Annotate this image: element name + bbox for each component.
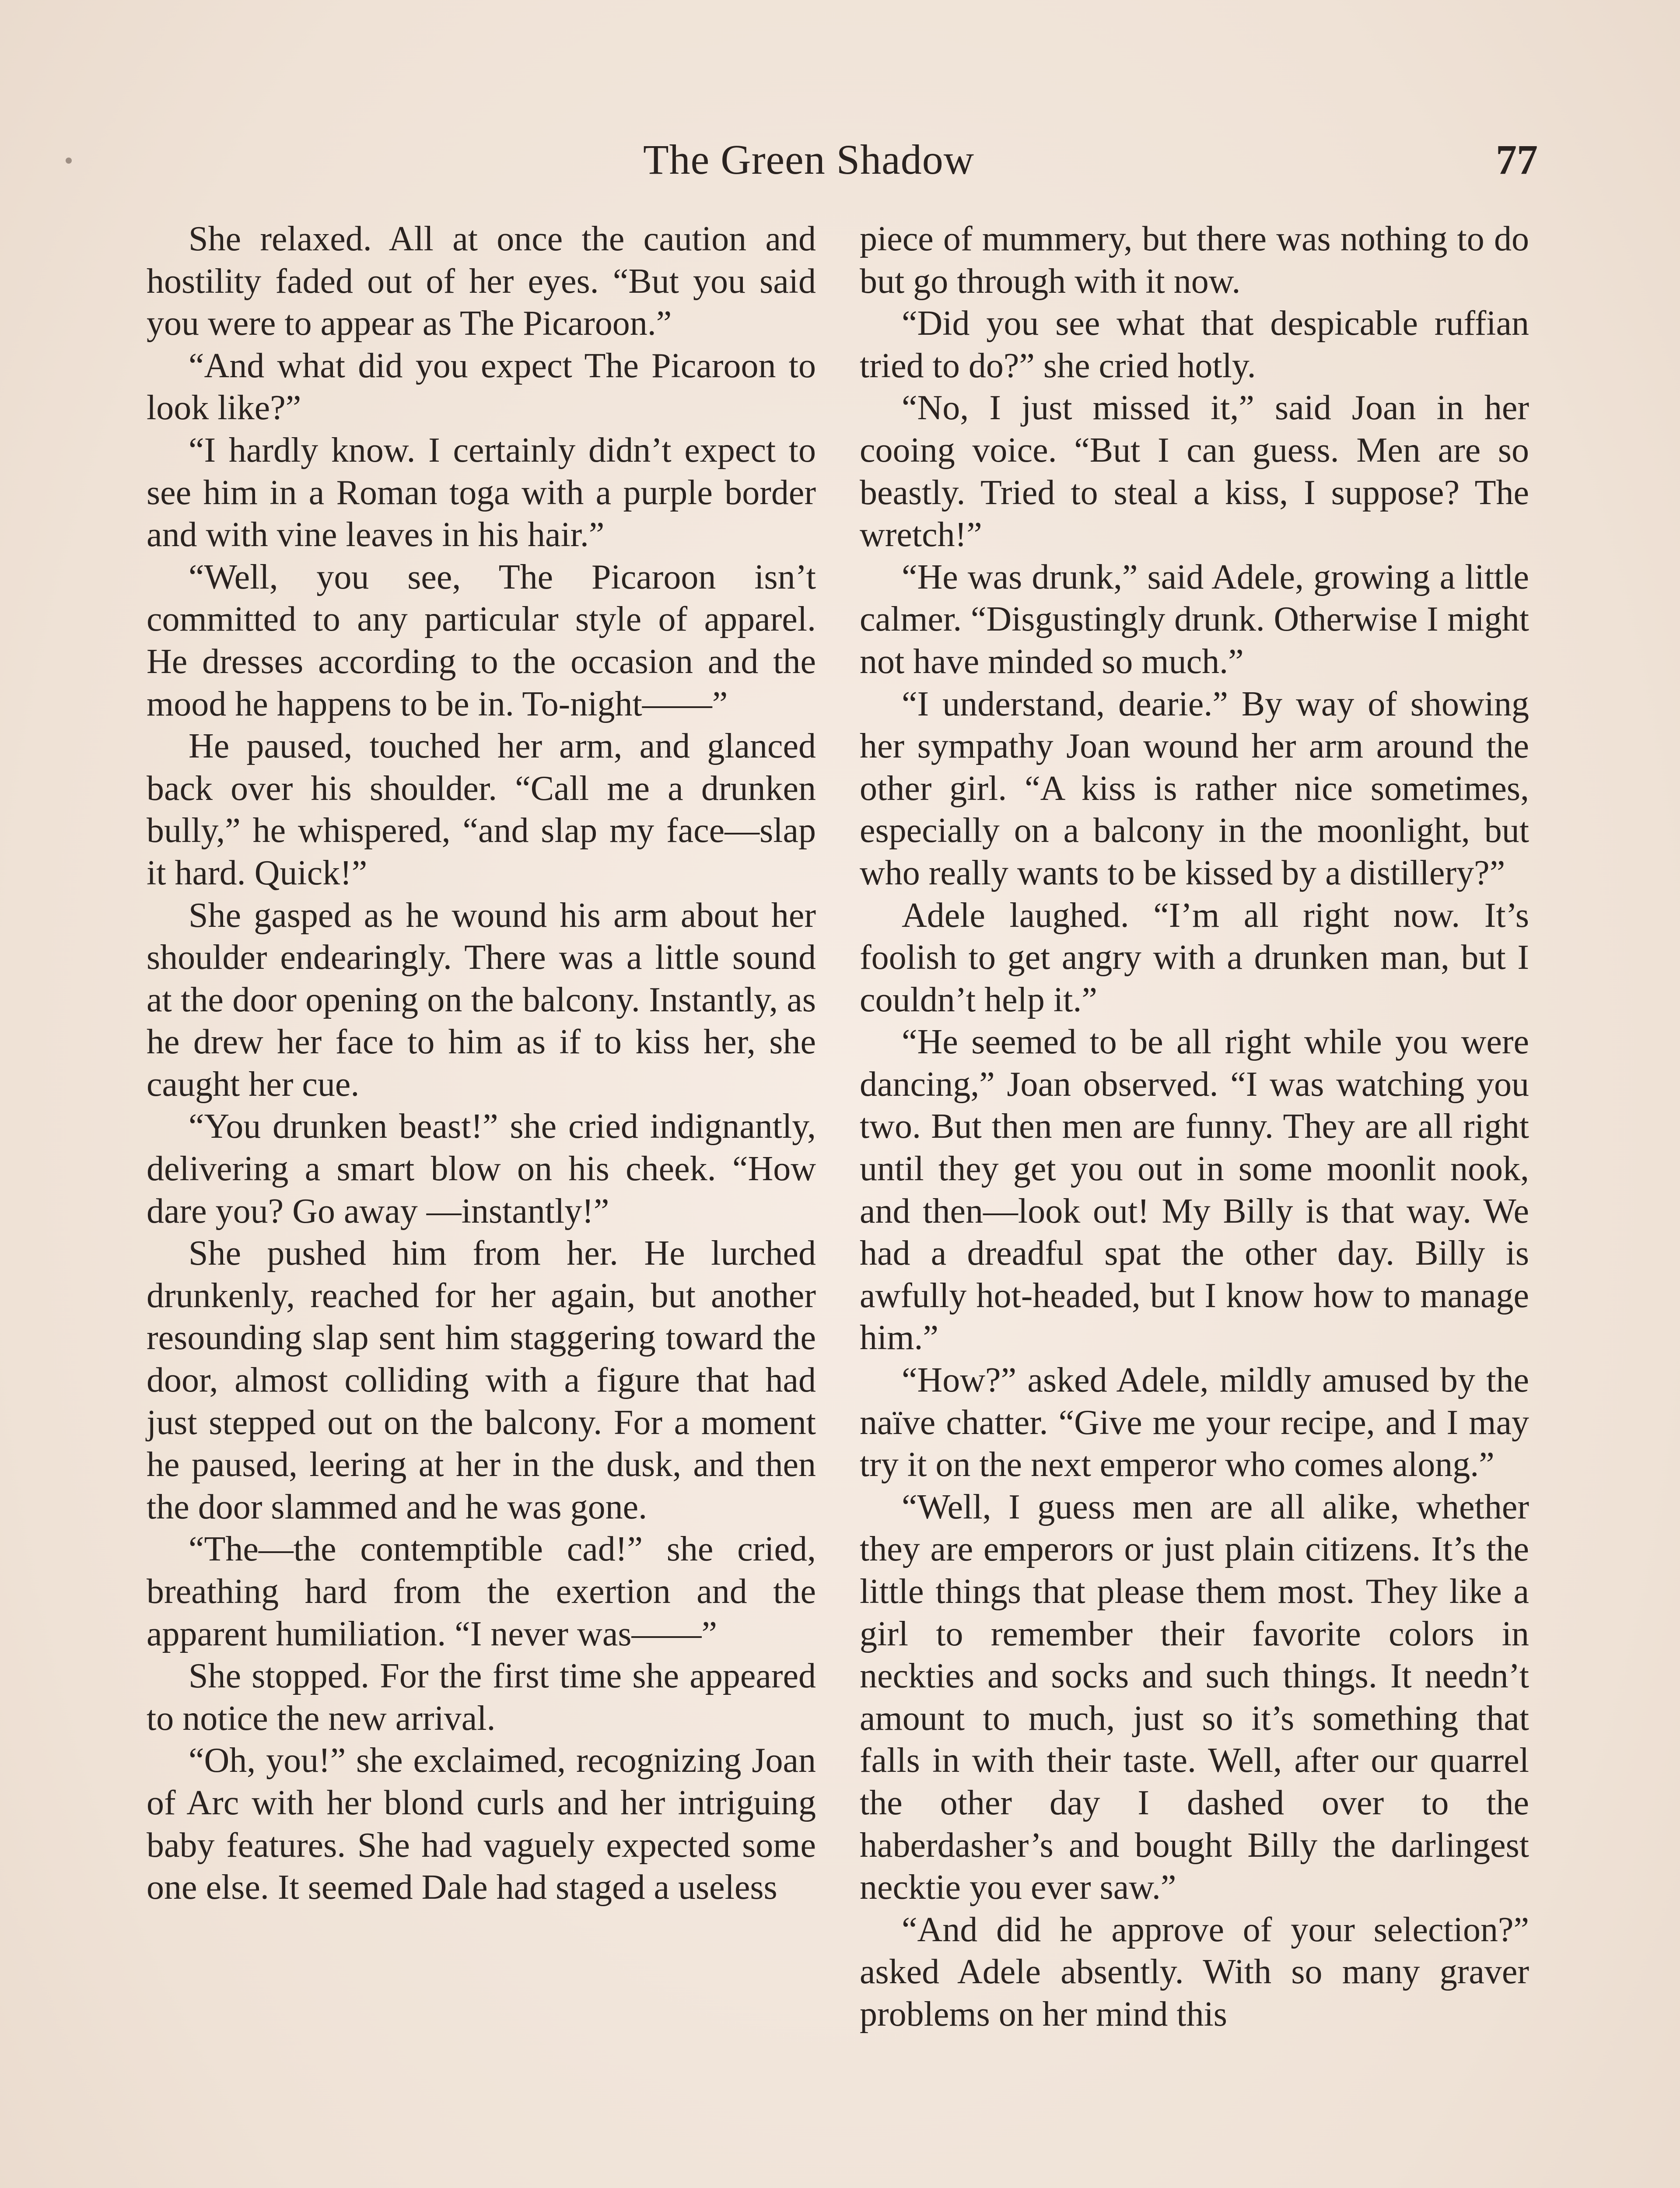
paragraph: He paused, touched her arm, and glanced back over his shoulder. “Call me a drunken bully,” he whispered, “and slap my face—slap it hard. Quick!” xyxy=(147,727,816,892)
paragraph: She gasped as he wound his arm about her shoulder endearingly. There was a little sound at the door opening on the balcony. Instantly, as he drew her face to him as if to kiss her, she caught her cue. xyxy=(147,896,816,1104)
paragraph: She relaxed. All at once the caution and hostility faded out of her eyes. “But you said you were to appear as The Picaroon.” xyxy=(147,220,816,343)
paragraph: “Well, I guess men are all alike, whether they are emperors or just plain citizens. It’s the little things that please them most. They like a girl to remember their favorite colors in neckties and socks and such things. It needn’t amount to much, just so it’s something that falls in with their taste. Well, after our quarrel the other day I dashed over to the haberdasher’s and bought Billy the darlingest necktie you ever saw.” xyxy=(860,1487,1529,1907)
paragraph: She stopped. For the first time she appeared to notice the new arrival. xyxy=(147,1657,816,1738)
paragraph: “I understand, dearie.” By way of showing her sympathy Joan wound her arm around the other girl. “A kiss is rather nice sometimes, especially on a balcony in the moonlight, but who really wants to be kissed by a distillery?” xyxy=(860,684,1529,892)
paragraph: “He seemed to be all right while you were dancing,” Joan observed. “I was watching you two. But then men are funny. They are all right until they get you out in some moonlit nook, and then—look out! My Billy is that way. We had a dreadful spat the other day. Billy is awfully hot-headed, but I know how to manage him.” xyxy=(860,1023,1529,1357)
paragraph: She pushed him from her. He lurched drunkenly, reached for her again, but another resounding slap sent him staggering toward the door, almost colliding with a figure that had just stepped out on the balcony. For a moment he paused, leering at her in the dusk, and then the door slammed and he was gone. xyxy=(147,1234,816,1526)
page-header xyxy=(0,131,1680,188)
paragraph: “Did you see what that despicable ruffian tried to do?” she cried hotly. xyxy=(860,304,1529,385)
left-column xyxy=(147,218,816,1909)
continued-paragraph: piece of mummery, but there was nothing to do but go through with it now. xyxy=(860,220,1529,301)
paragraph: “No, I just missed it,” said Joan in her cooing voice. “But I can guess. Men are so beastly. Tried to steal a kiss, I suppose? The wretch!” xyxy=(860,389,1529,554)
page-number: 77 xyxy=(1496,136,1538,183)
paragraph: “How?” asked Adele, mildly amused by the naïve chatter. “Give me your recipe, and I may try it on the next emperor who comes along.” xyxy=(860,1361,1529,1484)
paragraph: “And did he approve of your selection?” asked Adele absently. With so many graver problems on her mind this xyxy=(860,1910,1529,2034)
paragraph: “Oh, you!” she exclaimed, recognizing Joan of Arc with her blond curls and her intriguing baby features. She had vaguely expected some one else. It seemed Dale had staged a useless xyxy=(147,1741,816,1907)
paragraph: Adele laughed. “I’m all right now. It’s foolish to get angry with a drunken man, but I couldn’t help it.” xyxy=(860,896,1529,1019)
paragraph: “You drunken beast!” she cried indignantly, delivering a smart blow on his cheek. “How dare you? Go away —instantly!” xyxy=(147,1107,816,1231)
paragraph: “Well, you see, The Picaroon isn’t committed to any particular style of apparel. He dresses according to the occasion and the mood he happens to be in. To-night——” xyxy=(147,558,816,723)
paragraph: “And what did you expect The Picaroon to look like?” xyxy=(147,346,816,428)
running-title: The Green Shadow xyxy=(643,136,975,183)
paragraph: “He was drunk,” said Adele, growing a little calmer. “Disgustingly drunk. Otherwise I might not have minded so much.” xyxy=(860,558,1529,681)
right-column xyxy=(860,218,1529,2036)
paragraph: “The—the contemptible cad!” she cried, breathing hard from the exertion and the apparent humiliation. “I never was——” xyxy=(147,1530,816,1653)
paragraph: “I hardly know. I certainly didn’t expect to see him in a Roman toga with a purple border and with vine leaves in his hair.” xyxy=(147,431,816,554)
